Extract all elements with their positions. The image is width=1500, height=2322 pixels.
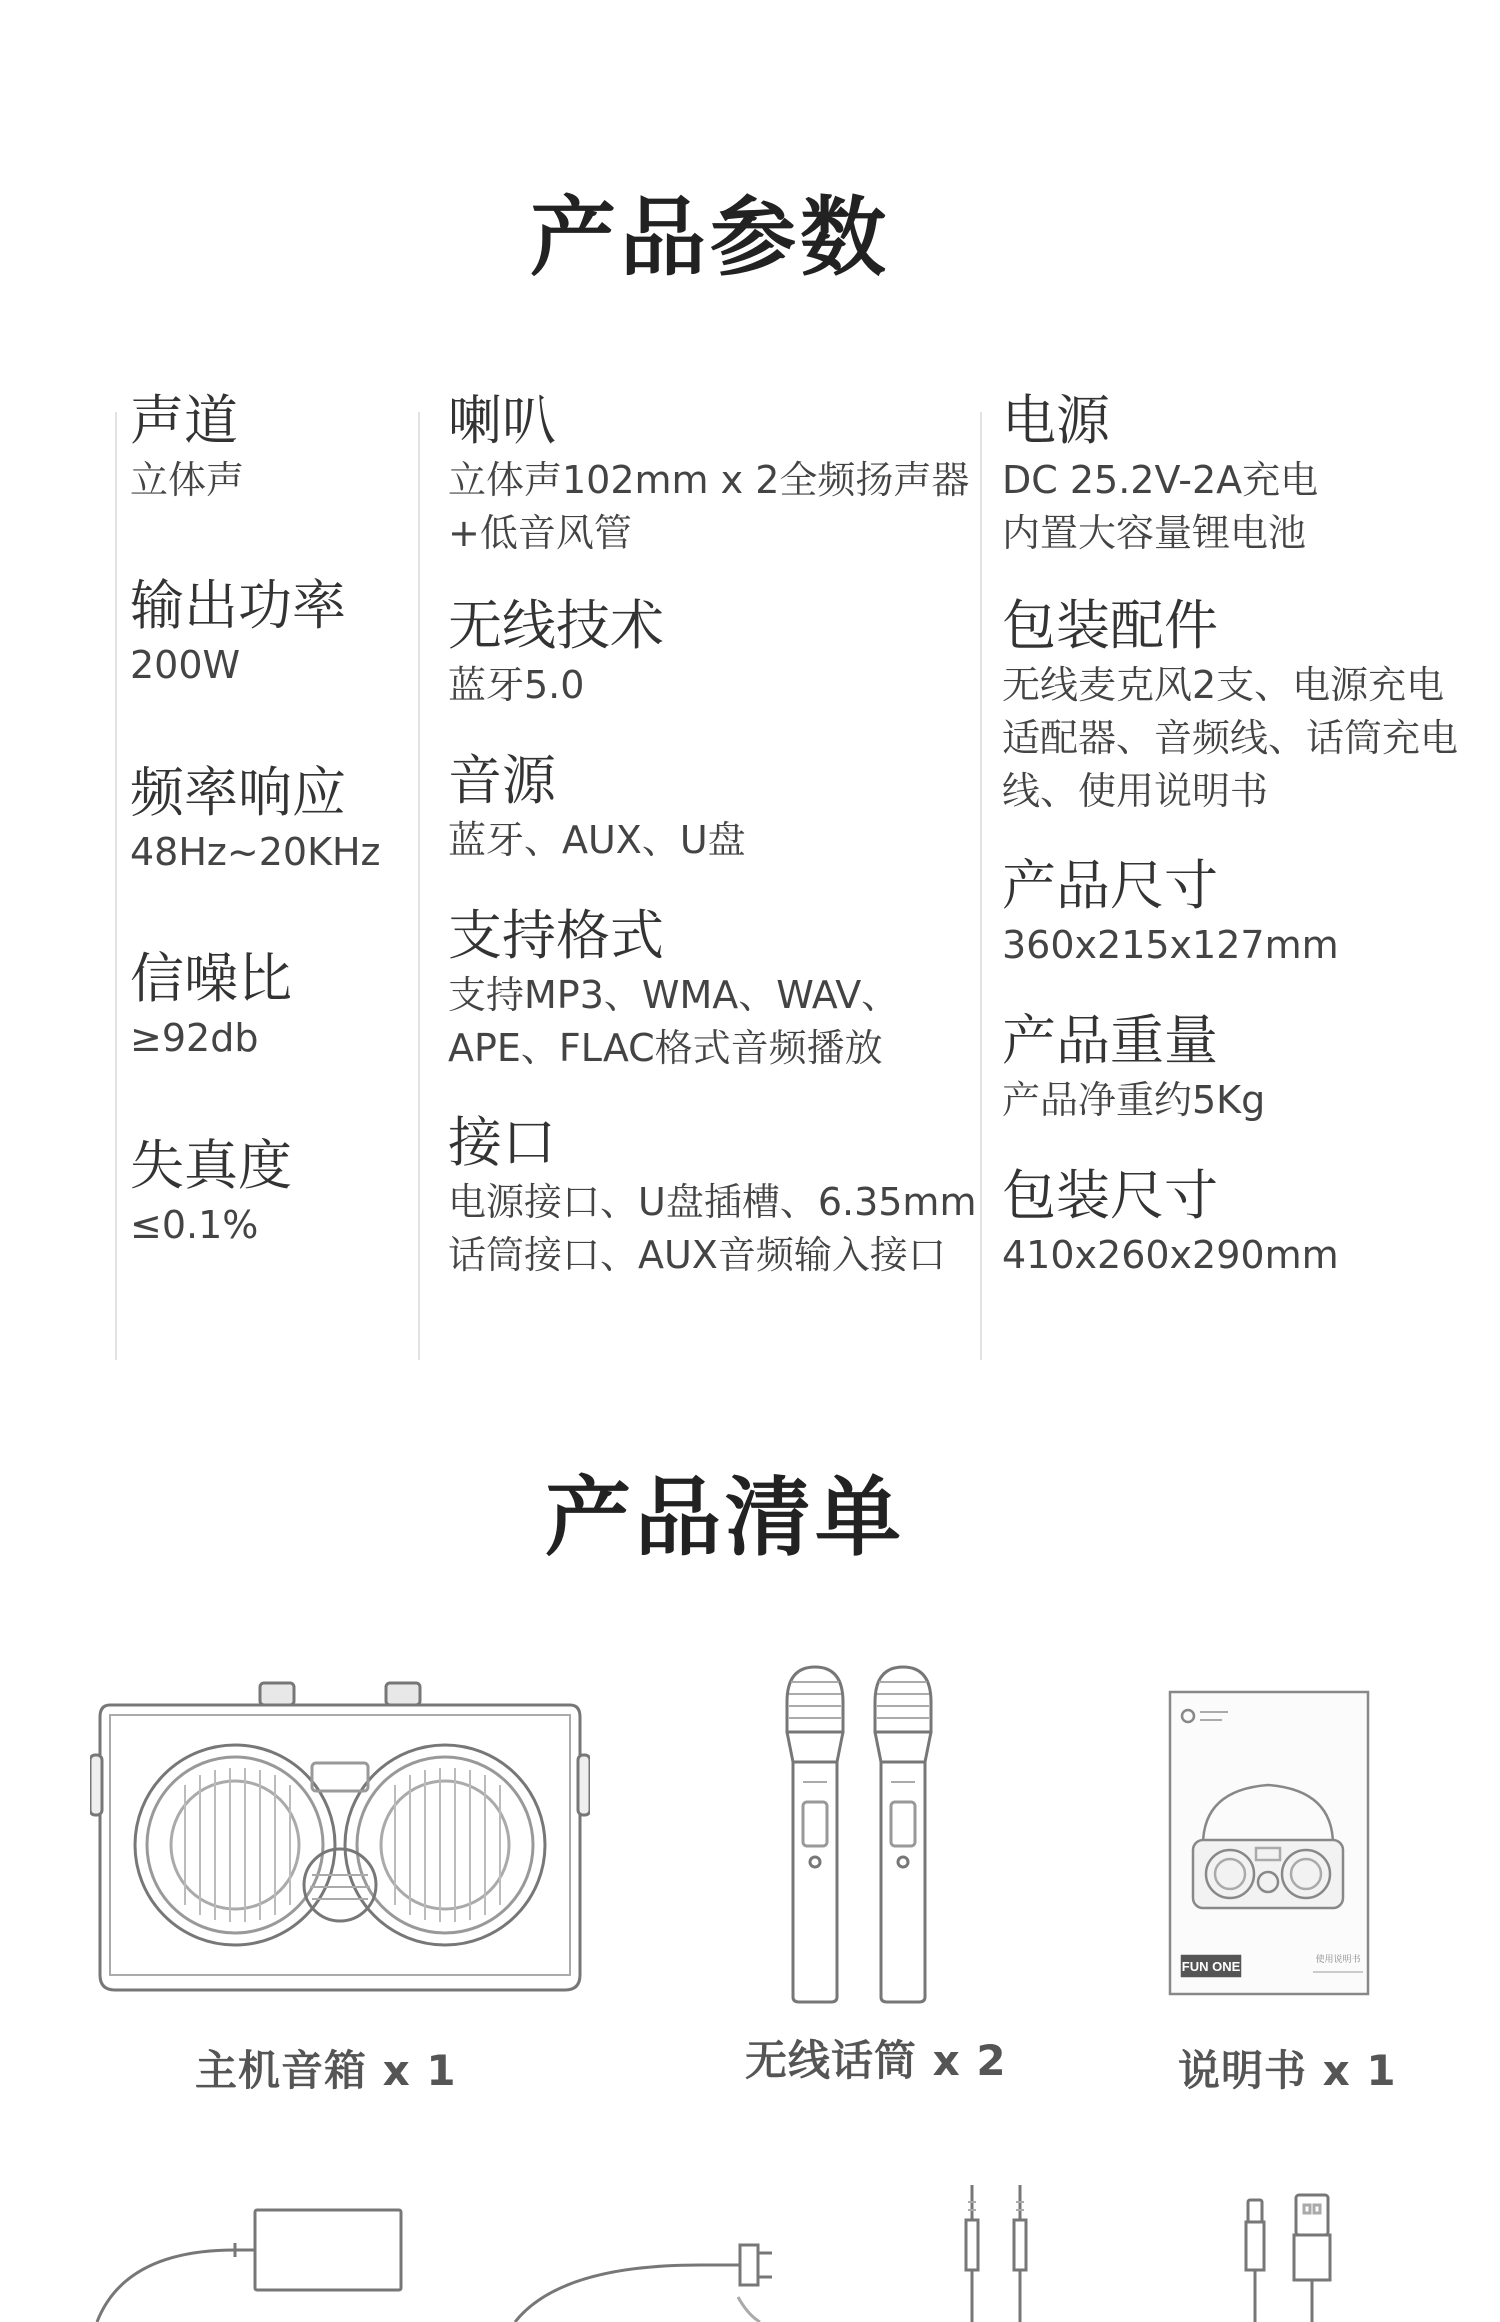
manual-brand: FUN ONE <box>1181 1959 1241 1974</box>
spec-value: 适配器、音频线、话筒充电 <box>1002 716 1459 760</box>
usb-cable-image <box>1238 2190 1338 2322</box>
spec-value: 蓝牙、AUX、U盘 <box>448 818 746 862</box>
spec-label: 无线技术 <box>448 594 664 657</box>
spec-item-weight <box>1002 1008 1265 1127</box>
product-caption: 主机音箱 x 1 <box>195 2046 457 2095</box>
spec-value: 无线麦克风2支、电源充电 <box>1002 663 1445 707</box>
spec-label: 包装尺寸 <box>1002 1164 1218 1227</box>
spec-value: ≤0.1% <box>130 1203 259 1247</box>
spec-value: 话筒接口、AUX音频输入接口 <box>448 1233 946 1277</box>
spec-value: 48Hz~20KHz <box>130 830 381 874</box>
params-title: 产品参数 <box>530 188 890 288</box>
spec-item-speaker <box>448 388 969 560</box>
microphone-icon <box>775 1662 945 2007</box>
spec-label: 频率响应 <box>130 761 346 824</box>
product-caption: 说明书 x 1 <box>1178 2046 1397 2095</box>
spec-label: 失真度 <box>130 1134 292 1197</box>
power-cable-icon <box>510 2205 790 2322</box>
spec-label: 包装配件 <box>1002 594 1218 657</box>
spec-value: 立体声102mm x 2全频扬声器 <box>448 458 970 502</box>
spec-value: ≥92db <box>130 1016 259 1060</box>
spec-item-wireless <box>448 593 664 712</box>
power-cable-image <box>510 2205 790 2322</box>
speaker-image <box>90 1675 590 1995</box>
spec-value: 内置大容量锂电池 <box>1002 511 1307 555</box>
spec-value: 200W <box>130 643 241 687</box>
product-caption: 无线话筒 x 2 <box>745 2036 1007 2085</box>
spec-item-power <box>1002 388 1318 560</box>
spec-item-output-power <box>130 573 346 692</box>
spec-item-dimensions <box>1002 853 1339 972</box>
spec-value: 支持MP3、WMA、WAV、 <box>448 973 900 1017</box>
manual-subtitle: 使用说明书 <box>1315 1955 1361 1965</box>
spec-value: 立体声 <box>130 458 245 502</box>
spec-label: 声道 <box>130 389 238 452</box>
column-divider <box>418 412 420 1360</box>
column-divider <box>980 412 982 1360</box>
spec-label: 接口 <box>448 1111 556 1174</box>
spec-label: 输出功率 <box>130 574 346 637</box>
adapter-icon <box>85 2205 415 2322</box>
spec-value: APE、FLAC格式音频播放 <box>448 1026 883 1070</box>
spec-item-ports <box>448 1110 976 1282</box>
spec-label: 电源 <box>1002 389 1110 452</box>
spec-value: DC 25.2V-2A充电 <box>1002 458 1319 502</box>
spec-item-frequency-response <box>130 760 381 879</box>
spec-value: 产品净重约5Kg <box>1002 1078 1266 1122</box>
spec-label: 信噪比 <box>130 947 292 1010</box>
spec-item-audio-source <box>448 748 746 867</box>
list-title: 产品清单 <box>545 1468 905 1568</box>
manual-image <box>1168 1690 1370 1996</box>
microphone-image <box>775 1662 945 2007</box>
spec-value: +低音风管 <box>448 511 632 555</box>
spec-value: 线、使用说明书 <box>1002 769 1269 813</box>
spec-item-distortion <box>130 1133 292 1252</box>
spec-label: 喇叭 <box>448 389 556 452</box>
spec-item-formats <box>448 903 899 1075</box>
spec-item-accessories <box>1002 593 1458 818</box>
spec-value: 蓝牙5.0 <box>448 663 585 707</box>
spec-label: 音源 <box>448 749 556 812</box>
spec-label: 产品重量 <box>1002 1009 1218 1072</box>
charger-adapter-image <box>85 2205 415 2322</box>
spec-item-snr <box>130 946 292 1065</box>
spec-value: 电源接口、U盘插槽、6.35mm <box>448 1180 977 1224</box>
audio-cable-image <box>950 2180 1040 2322</box>
spec-label: 产品尺寸 <box>1002 854 1218 917</box>
column-divider <box>115 412 117 1360</box>
spec-label: 支持格式 <box>448 904 664 967</box>
manual-icon <box>1168 1690 1370 1996</box>
usb-cable-icon <box>1238 2190 1338 2322</box>
spec-item-channel <box>130 388 244 507</box>
audio-cable-icon <box>950 2180 1040 2322</box>
spec-value: 360x215x127mm <box>1002 923 1339 967</box>
spec-item-package-size <box>1002 1163 1339 1282</box>
speaker-icon <box>90 1675 590 1995</box>
spec-value: 410x260x290mm <box>1002 1233 1339 1277</box>
